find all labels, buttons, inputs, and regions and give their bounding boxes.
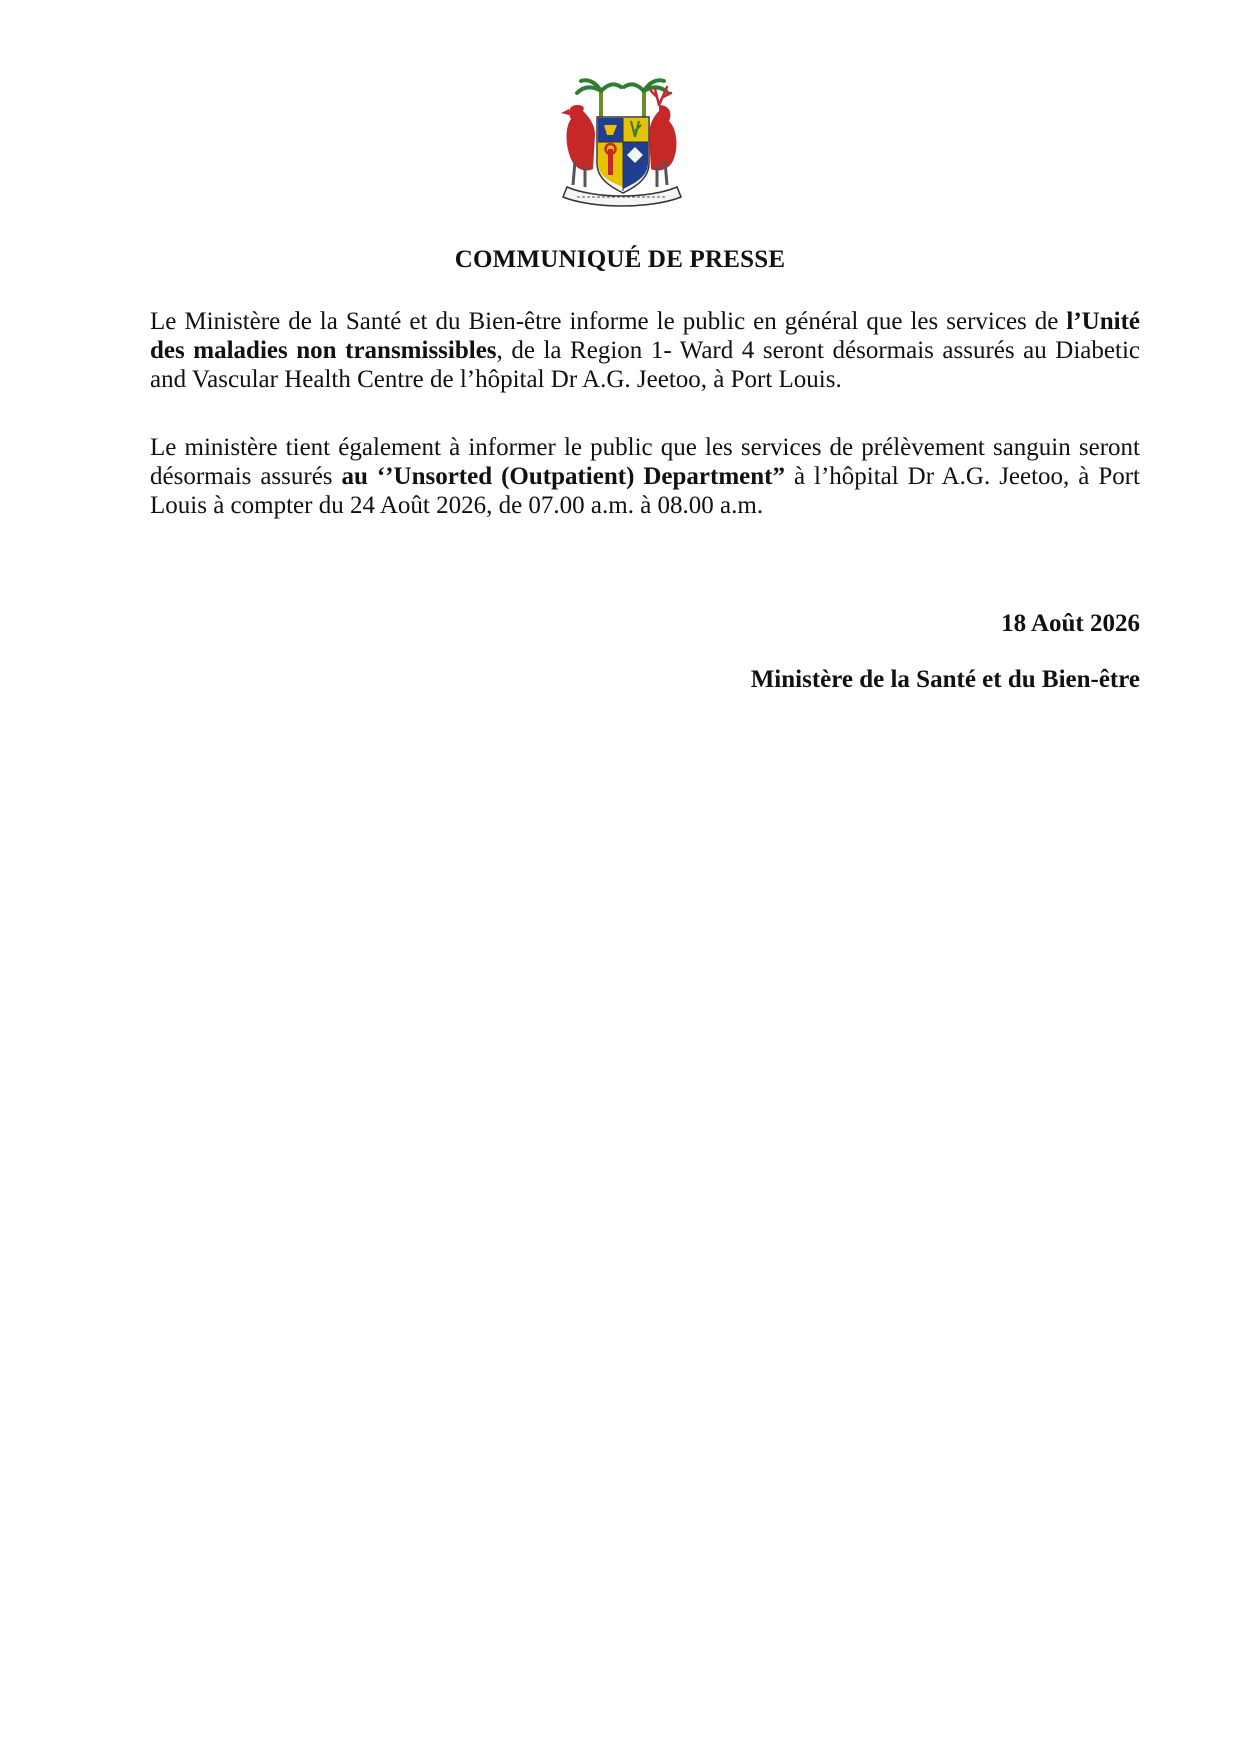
paragraph-2-text-a: Le ministère tient également à informer le public que les services de prélèvement sanguin seront désormais assurés [150, 434, 1140, 490]
paragraph-2-text-b: à l’hôpital Dr A.G. Jeetoo, à Port Louis à compter du 24 Août 2026, de 07.00 a.m. à 08.00 a.m. [150, 463, 1140, 519]
palm-tree-icon [577, 80, 668, 119]
paragraph-1-text-a: Le Ministère de la Santé et du Bien-être informe le public en général que les services de [150, 308, 1067, 335]
paragraph-1-text-b: , de la Region 1- Ward 4 seront désormais assurés au Diabetic and Vascular Health Centre de l’hôpital Dr A.G. Jeetoo, à Port Louis. [150, 337, 1140, 393]
coat-of-arms-icon [555, 75, 690, 210]
signatory: Ministère de la Santé et du Bien-être [750, 666, 1140, 693]
paragraph-2-bold: au ‘’Unsorted (Outpatient) Department” [341, 463, 785, 490]
release-date: 18 Août 2026 [1001, 610, 1140, 637]
paragraph-1 [150, 307, 1140, 394]
shield-icon [597, 117, 649, 193]
paragraph-2 [150, 433, 1140, 520]
deer-icon [649, 87, 676, 187]
dodo-icon [561, 105, 595, 187]
paragraph-1-bold: l’Unité des maladies non transmissibles [150, 308, 1140, 364]
page-title: COMMUNIQUÉ DE PRESSE [454, 246, 786, 273]
